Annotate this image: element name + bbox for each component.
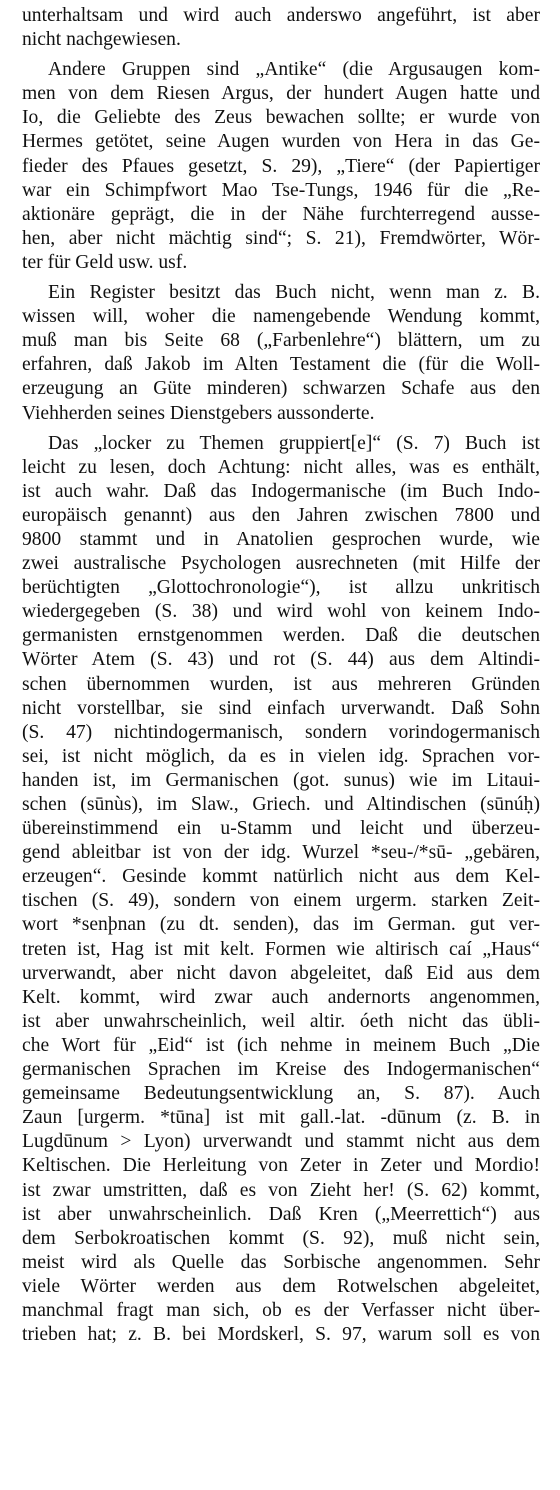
- text-line: Wörter Atem (S. 43) und rot (S. 44) aus dem Altindi-: [22, 649, 540, 671]
- text-line: Andere Gruppen sind „Antike“ (die Argusaugen kom-: [48, 59, 540, 81]
- text-line: Viehherden seines Dienstgebers aussonderte.: [22, 402, 375, 424]
- text-line: ter für Geld usw. usf.: [22, 251, 188, 273]
- text-line: wort *senþnan (zu dt. senden), das im German. gut ver-: [22, 914, 540, 936]
- text-line: tischen (S. 49), sondern von einem urgerm. starken Zeit-: [22, 890, 540, 912]
- text-line: gemeinsame Bedeutungsentwicklung an, S. 87). Auch: [22, 1083, 540, 1105]
- text-line: ist aber unwahrscheinlich, weil altir. óeth nicht das übli-: [22, 1010, 540, 1032]
- text-line: berüchtigten „Glottochronologie“), ist allzu unkritisch: [22, 577, 540, 599]
- text-line: 9800 stammt und in Anatolien gesprochen wurde, wie: [22, 528, 540, 550]
- paragraph: [22, 58, 540, 275]
- text-line: ist aber unwahrscheinlich. Daß Kren („Meerrettich“) aus: [22, 1203, 540, 1225]
- text-line: trieben hat; z. B. bei Mordskerl, S. 97, warum soll es von: [22, 1324, 540, 1346]
- text-line: nicht vorstellbar, sie sind einfach urverwandt. Daß Sohn: [22, 697, 540, 719]
- text-line: (S. 47) nichtindogermanisch, sondern vorindogermanisch: [22, 721, 540, 743]
- text-line: Io, die Geliebte des Zeus bewachen sollte; er wurde von: [22, 107, 540, 129]
- text-line: nicht nachgewiesen.: [22, 29, 181, 51]
- paragraph: [22, 281, 540, 426]
- text-line: Keltischen. Die Herleitung von Zeter in Zeter und Mordio!: [22, 1155, 540, 1177]
- text-line: germanisten ernstgenommen werden. Daß die deutschen: [22, 625, 540, 647]
- text-line: schen übernommen wurden, ist aus mehreren Gründen: [22, 673, 540, 695]
- text-line: erfahren, daß Jakob im Alten Testament die (für die Woll-: [22, 354, 540, 376]
- text-line: handen ist, im Germanischen (got. sunus) wie im Litaui-: [22, 769, 540, 791]
- text-line: treten ist, Hag ist mit kelt. Formen wie altirisch caí „Haus“: [22, 938, 540, 960]
- text-line: viele Wörter werden aus dem Rotwelschen abgeleitet,: [22, 1275, 540, 1297]
- text-line: Das „locker zu Themen gruppiert[e]“ (S. 7) Buch ist: [48, 432, 540, 454]
- text-line: muß man bis Seite 68 („Farbenlehre“) blättern, um zu: [22, 330, 540, 352]
- text-line: zwei australische Psychologen ausrechneten (mit Hilfe der: [22, 553, 540, 575]
- text-line: aktionäre geprägt, die in der Nähe furchterregend ausse-: [22, 203, 540, 225]
- text-line: erzeugen“. Gesinde kommt natürlich nicht aus dem Kel-: [22, 866, 540, 888]
- text-column: [22, 4, 540, 1347]
- text-line: unterhaltsam und wird auch anderswo angeführt, ist aber: [22, 5, 540, 26]
- text-line: Lugdūnum > Lyon) urverwandt und stammt nicht aus dem: [22, 1131, 540, 1153]
- text-line: che Wort für „Eid“ ist (ich nehme in meinem Buch „Die: [22, 1034, 540, 1056]
- text-line: Ein Register besitzt das Buch nicht, wenn man z. B.: [48, 282, 540, 304]
- paragraph: [22, 4, 540, 52]
- text-line: war ein Schimpfwort Mao Tse-Tungs, 1946 für die „Re-: [22, 179, 540, 201]
- text-line: Kelt. kommt, wird zwar auch andernorts angenommen,: [22, 986, 540, 1008]
- text-line: meist wird als Quelle das Sorbische angenommen. Sehr: [22, 1251, 540, 1273]
- text-line: men von dem Riesen Argus, der hundert Augen hatte und: [22, 83, 540, 105]
- text-line: urverwandt, aber nicht davon abgeleitet, daß Eid aus dem: [22, 962, 540, 984]
- text-line: Zaun [urgerm. *tūna] ist mit gall.-lat. -dūnum (z. B. in: [22, 1107, 540, 1129]
- text-line: hen, aber nicht mächtig sind“; S. 21), Fremdwörter, Wör-: [22, 227, 540, 249]
- text-line: sei, ist nicht möglich, da es in vielen idg. Sprachen vor-: [22, 745, 540, 767]
- text-line: gend ableitbar ist von der idg. Wurzel *seu-/*sū- „gebären,: [22, 842, 540, 864]
- text-line: übereinstimmend ein u-Stamm und leicht und überzeu-: [22, 818, 540, 840]
- paragraph: [22, 432, 540, 1348]
- text-line: europäisch genannt) aus den Jahren zwischen 7800 und: [22, 504, 540, 526]
- text-line: wiedergegeben (S. 38) und wird wohl von keinem Indo-: [22, 601, 540, 623]
- text-line: fieder des Pfaues gesetzt, S. 29), „Tiere“ (der Papiertiger: [22, 155, 540, 177]
- text-line: germanischen Sprachen im Kreise des Indogermanischen“: [22, 1059, 540, 1081]
- text-line: ist auch wahr. Daß das Indogermanische (im Buch Indo-: [22, 480, 540, 502]
- text-line: ist zwar umstritten, daß es von Zieht her! (S. 62) kommt,: [22, 1179, 540, 1201]
- text-line: schen (sūnùs), im Slaw., Griech. und Altindischen (sūnúḥ): [22, 794, 540, 815]
- text-line: leicht zu lesen, doch Achtung: nicht alles, was es enthält,: [22, 456, 540, 478]
- text-line: wissen will, woher die namengebende Wendung kommt,: [22, 306, 540, 328]
- text-line: manchmal fragt man sich, ob es der Verfasser nicht über-: [22, 1299, 540, 1321]
- text-line: dem Serbokroatischen kommt (S. 92), muß nicht sein,: [22, 1227, 540, 1249]
- text-line: Hermes getötet, seine Augen wurden von Hera in das Ge-: [22, 131, 540, 153]
- text-line: erzeugung an Güte minderen) schwarzen Schafe aus den: [22, 378, 540, 400]
